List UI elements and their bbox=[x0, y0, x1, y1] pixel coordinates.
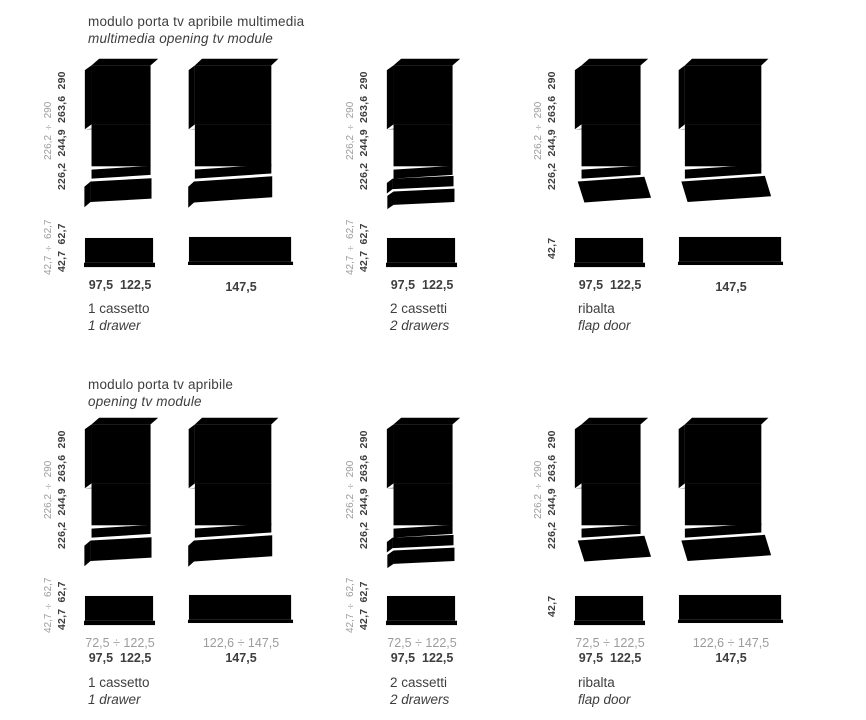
caption-english: 1 drawer bbox=[88, 318, 141, 333]
height-range-label: 226,2 ÷ 290 bbox=[345, 460, 356, 520]
caption-italian: ribalta bbox=[578, 675, 615, 690]
height-values-label: 226,2 244,9 263,6 290 bbox=[546, 430, 558, 550]
base-unit-wide-drawing bbox=[188, 236, 294, 269]
base-height-range-label: 42,7 ÷ 62,7 bbox=[43, 219, 54, 275]
base-height-values-label: 42,7 bbox=[546, 237, 558, 259]
caption-english: 2 drawers bbox=[390, 692, 450, 707]
width-range-wide: 122,6 ÷ 147,5 bbox=[692, 636, 770, 650]
width-values-wide: 147,5 bbox=[225, 280, 257, 294]
width-values-narrow: 97,5 122,5 bbox=[390, 278, 454, 292]
section-title-italian: modulo porta tv apribile multimedia bbox=[88, 14, 305, 29]
height-range-label: 226,2 ÷ 290 bbox=[533, 460, 544, 520]
caption-italian: 2 cassetti bbox=[390, 301, 448, 316]
height-range-label: 226,2 ÷ 290 bbox=[345, 101, 356, 161]
base-unit-wide-drawing bbox=[678, 236, 784, 269]
base-unit-narrow-drawing bbox=[84, 237, 156, 270]
tall-cabinet-flap-wide-drawing bbox=[676, 54, 772, 212]
base-unit-narrow-drawing bbox=[84, 595, 156, 628]
caption-english: flap door bbox=[578, 692, 631, 707]
base-height-range-label: 42,7 ÷ 62,7 bbox=[345, 219, 356, 275]
base-height-values-label: 42,7 62,7 bbox=[358, 223, 370, 273]
tall-cabinet-flap-narrow-drawing bbox=[572, 54, 652, 212]
base-height-values-label: 42,7 bbox=[546, 595, 558, 617]
width-values-wide: 147,5 bbox=[715, 280, 747, 294]
height-values-label: 226,2 244,9 263,6 290 bbox=[56, 430, 68, 550]
width-range-narrow: 72,5 ÷ 122,5 bbox=[387, 636, 457, 650]
height-range-label: 226,2 ÷ 290 bbox=[43, 460, 54, 520]
height-values-label: 226,2 244,9 263,6 290 bbox=[358, 71, 370, 191]
width-values-narrow: 97,5 122,5 bbox=[88, 278, 152, 292]
tall-cabinet-1-drawer-narrow-drawing bbox=[82, 413, 162, 571]
section-title-english: multimedia opening tv module bbox=[88, 31, 273, 46]
width-values-narrow: 97,5 122,5 bbox=[578, 278, 642, 292]
section-title-italian: modulo porta tv apribile bbox=[88, 377, 234, 392]
height-values-label: 226,2 244,9 263,6 290 bbox=[546, 71, 558, 191]
tall-cabinet-1-drawer-wide-drawing bbox=[186, 413, 282, 571]
base-unit-wide-drawing bbox=[188, 594, 294, 627]
caption-english: flap door bbox=[578, 318, 631, 333]
base-unit-narrow-drawing bbox=[574, 595, 646, 628]
width-values-narrow: 97,5 122,5 bbox=[390, 651, 454, 665]
base-unit-wide-drawing bbox=[678, 594, 784, 627]
caption-italian: 2 cassetti bbox=[390, 675, 448, 690]
section-title-english: opening tv module bbox=[88, 394, 202, 409]
base-height-values-label: 42,7 62,7 bbox=[358, 581, 370, 631]
caption-italian: 1 cassetto bbox=[88, 675, 150, 690]
width-values-narrow: 97,5 122,5 bbox=[578, 651, 642, 665]
width-range-narrow: 72,5 ÷ 122,5 bbox=[85, 636, 155, 650]
height-range-label: 226,2 ÷ 290 bbox=[43, 101, 54, 161]
width-values-wide: 147,5 bbox=[715, 651, 747, 665]
base-unit-narrow-drawing bbox=[574, 237, 646, 270]
tall-cabinet-2-drawers-narrow-drawing bbox=[384, 54, 464, 212]
height-values-label: 226,2 244,9 263,6 290 bbox=[358, 430, 370, 550]
base-height-range-label: 42,7 ÷ 62,7 bbox=[43, 577, 54, 633]
caption-english: 2 drawers bbox=[390, 318, 450, 333]
base-unit-narrow-drawing bbox=[386, 237, 458, 270]
tall-cabinet-flap-wide-drawing bbox=[676, 413, 772, 571]
tall-cabinet-2-drawers-narrow-drawing bbox=[384, 413, 464, 571]
tall-cabinet-1-drawer-narrow-drawing bbox=[82, 54, 162, 212]
base-unit-narrow-drawing bbox=[386, 595, 458, 628]
caption-italian: 1 cassetto bbox=[88, 301, 150, 316]
tall-cabinet-1-drawer-wide-drawing bbox=[186, 54, 282, 212]
caption-italian: ribalta bbox=[578, 301, 615, 316]
width-range-narrow: 72,5 ÷ 122,5 bbox=[575, 636, 645, 650]
base-height-range-label: 42,7 ÷ 62,7 bbox=[345, 577, 356, 633]
width-values-wide: 147,5 bbox=[225, 651, 257, 665]
base-height-values-label: 42,7 62,7 bbox=[56, 223, 68, 273]
base-height-values-label: 42,7 62,7 bbox=[56, 581, 68, 631]
height-values-label: 226,2 244,9 263,6 290 bbox=[56, 71, 68, 191]
width-values-narrow: 97,5 122,5 bbox=[88, 651, 152, 665]
tall-cabinet-flap-narrow-drawing bbox=[572, 413, 652, 571]
caption-english: 1 drawer bbox=[88, 692, 141, 707]
width-range-wide: 122,6 ÷ 147,5 bbox=[202, 636, 280, 650]
height-range-label: 226,2 ÷ 290 bbox=[533, 101, 544, 161]
